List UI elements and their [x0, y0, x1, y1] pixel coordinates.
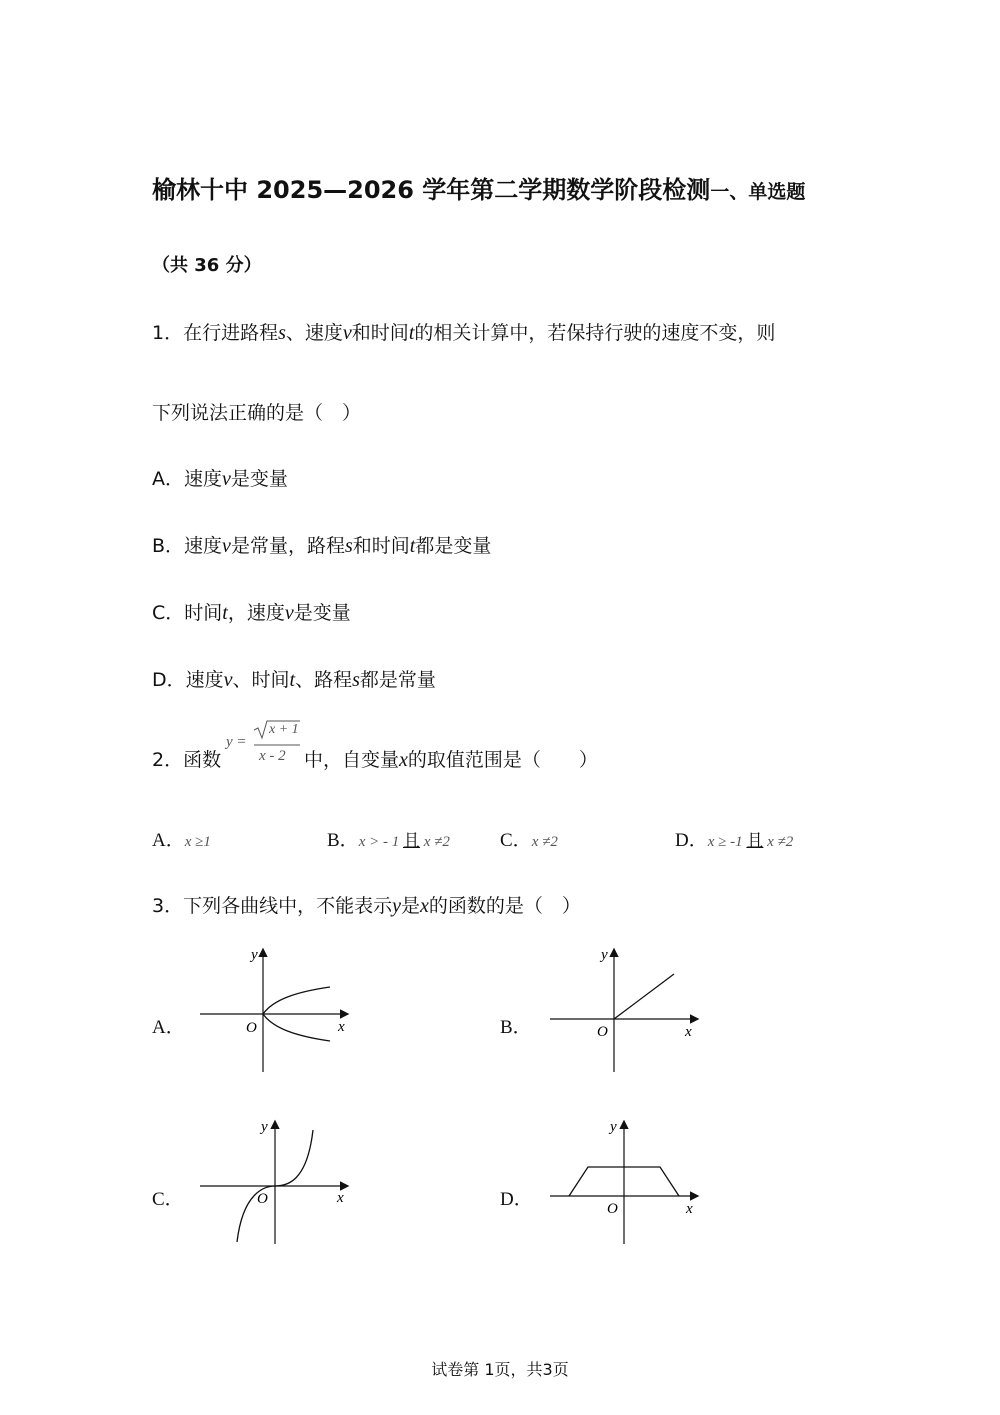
q1-stem-line2: 下列说法正确的是（ ） [152, 402, 362, 424]
svg-text:O: O [257, 1191, 268, 1207]
title-main: 榆林十中 2025—2026 学年第二学期数学阶段检测 [152, 176, 711, 204]
q2-option-a[interactable]: A．x ≥1 [152, 830, 211, 851]
svg-text:O: O [597, 1024, 608, 1040]
svg-text:O: O [607, 1201, 618, 1217]
svg-text:x: x [337, 1190, 344, 1206]
q1-stem-line1: 1．在行进路程s、速度v和时间t的相关计算中，若保持行驶的速度不变，则 [152, 322, 776, 344]
graph-a-label[interactable]: A． [152, 1017, 185, 1038]
q1-option-a[interactable]: A．速度v是变量 [152, 468, 288, 490]
svg-text:x: x [338, 1019, 345, 1035]
formula-lhs: y = [226, 734, 247, 750]
q2-option-d[interactable]: D．x ≥ -1 且 x ≠2 [675, 830, 794, 851]
formula-denominator: x - 2 [259, 748, 286, 764]
svg-text:O: O [246, 1020, 257, 1036]
q3-stem: 3．下列各曲线中，不能表示y是x的函数的是（ ） [152, 895, 581, 917]
q2-stem-suffix: 中，自变量x的取值范围是（ ） [304, 749, 598, 771]
graph-c[interactable] [195, 1112, 365, 1247]
graph-d-label[interactable]: D． [500, 1189, 533, 1210]
svg-text:y: y [601, 947, 608, 963]
page-footer: 试卷第 1页，共3页 [431, 1360, 569, 1379]
svg-text:y: y [610, 1119, 617, 1135]
q2-formula [224, 718, 304, 768]
ray-line [614, 974, 674, 1019]
section-heading: 一、单选题 [710, 181, 806, 203]
svg-text:y: y [251, 947, 258, 963]
score-note: （共 36 分） [152, 255, 262, 276]
graph-b-label[interactable]: B． [500, 1017, 532, 1038]
svg-text:x: x [685, 1024, 692, 1040]
svg-text:y: y [261, 1119, 268, 1135]
formula-numerator: x + 1 [269, 722, 299, 737]
graph-a[interactable] [195, 940, 365, 1075]
q1-option-d[interactable]: D．速度v、时间t、路程s都是常量 [152, 669, 436, 691]
svg-text:x: x [686, 1201, 693, 1217]
graph-d[interactable] [545, 1112, 715, 1247]
q1-option-b[interactable]: B．速度v是常量，路程s和时间t都是变量 [152, 535, 492, 557]
q2-option-c[interactable]: C．x ≠2 [500, 830, 558, 851]
page-title [152, 170, 805, 205]
graph-b[interactable] [545, 940, 715, 1075]
q2-option-b[interactable]: B．x > - 1 且 x ≠2 [327, 830, 450, 851]
q2-stem-prefix: 2．函数 [152, 749, 222, 771]
graph-c-label[interactable]: C． [152, 1189, 184, 1210]
q1-option-c[interactable]: C．时间t，速度v是变量 [152, 602, 351, 624]
